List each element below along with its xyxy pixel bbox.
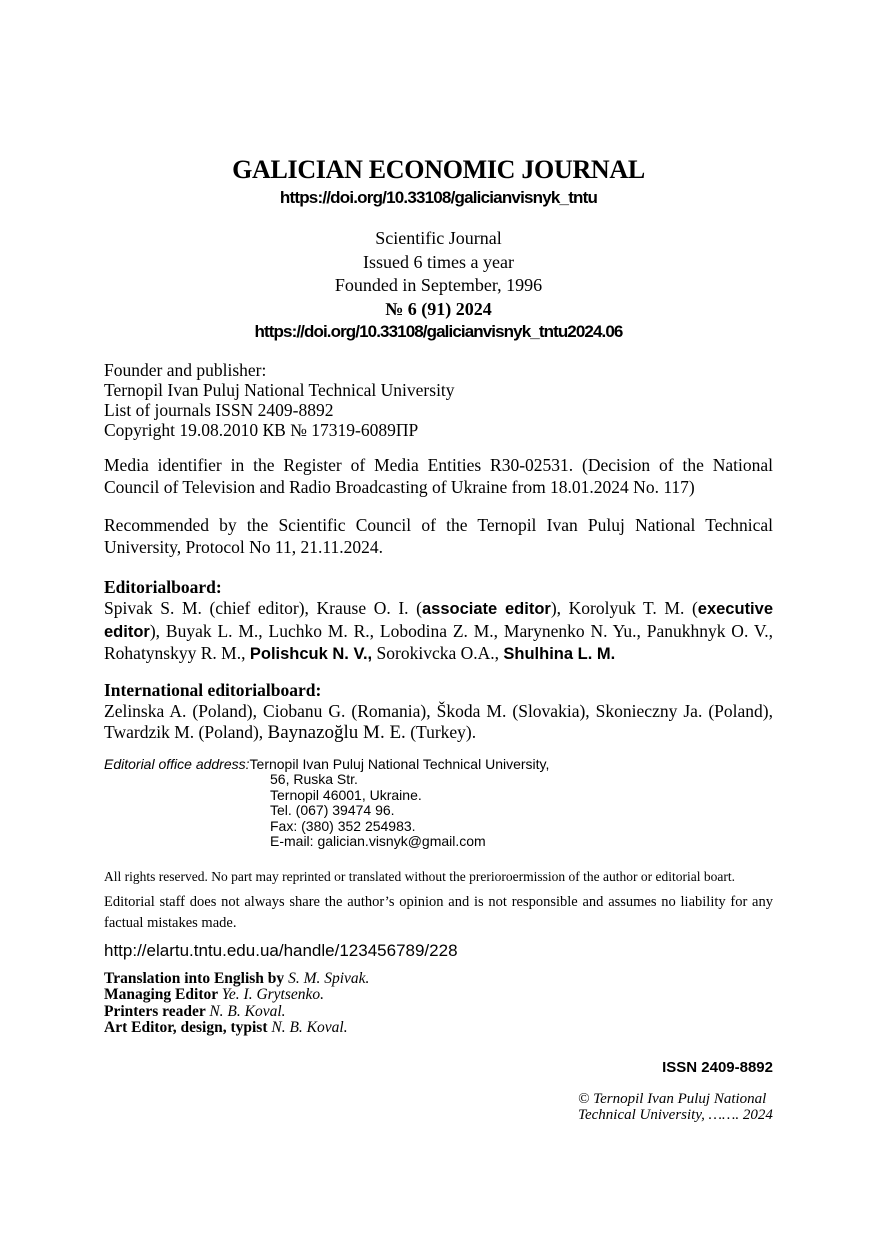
credit-line-managing-editor: [104, 987, 773, 1004]
publisher-line: Copyright 19.08.2010 КВ № 17319-6089ПР: [104, 420, 419, 440]
masthead-block: [104, 227, 773, 343]
intl-board-segment: (Turkey).: [405, 722, 477, 742]
subtitle-line: Founded in September, 1996: [334, 275, 543, 295]
editorial-office-address: [104, 757, 773, 850]
credit-label: Managing Editor: [104, 986, 222, 1003]
copyright-line: Technical University, ……. 2024: [578, 1107, 773, 1123]
address-email[interactable]: E-mail: galician.visnyk@gmail.com: [270, 833, 486, 849]
copyright-line: © Ternopil Ivan Puluj National: [578, 1090, 767, 1107]
editorial-board-list: [104, 598, 773, 666]
publisher-block: [104, 360, 773, 440]
intl-board-segment: Zelinska A. (Poland), Ciobanu G. (Romania), Škoda M. (Slovakia), Skonieczny Ja. (Poland), Twardzik M. (Poland),: [104, 700, 773, 742]
address-fax: Fax: (380) 352 254983.: [270, 817, 416, 834]
intl-board-segment-baynazoglu: Baynazoğlu M. E.: [267, 722, 406, 743]
address-first-line: [104, 757, 773, 773]
international-board-list: [104, 701, 773, 744]
board-segment: ), Korolyuk T. M. (: [550, 598, 698, 618]
publisher-line: List of journals ISSN 2409-8892: [104, 400, 334, 420]
credit-line-translation: [104, 971, 773, 988]
subtitle-line: Scientific Journal: [375, 228, 502, 248]
board-segment: Sorokivcka O.A.,: [372, 643, 504, 663]
rights-reserved-note: All rights reserved. No part may reprinted or translated without the prerioroermission of the author or editorial boart.: [104, 868, 735, 884]
recommendation-paragraph: Recommended by the Scientific Council of the Ternopil Ivan Puluj National Technical University, Protocol No 11, 21.11.2024.: [104, 515, 773, 557]
address-street: 56, Ruska Str.: [270, 771, 358, 787]
board-segment: ), Buyak L. M., Luchko M. R., Lobodina Z. M., Marynenko N. Yu., Panukhnyk O. V., Rohatynskyy R. M.,: [104, 620, 773, 663]
credit-name: N. B. Koval.: [209, 1002, 286, 1020]
credit-label: Printers reader: [104, 1002, 210, 1020]
address-university: Ternopil Ivan Puluj National Technical University,: [249, 755, 550, 772]
board-segment-associate-editor: associate editor: [421, 600, 551, 618]
issue-number: № 6 (91) 2024: [385, 298, 492, 319]
disclaimer-note: Editorial staff does not always share the author’s opinion and is not responsible and assumes no liability for any factual mistakes made.: [104, 893, 773, 931]
credits-block: [104, 971, 773, 1037]
board-segment-shulhina: Shulhina L. M.: [503, 645, 616, 663]
publisher-line: Founder and publisher:: [104, 360, 267, 380]
editorial-board-heading: Editorialboard:: [104, 577, 222, 597]
credit-name: S. M. Spivak.: [288, 969, 370, 987]
page-content: [104, 155, 773, 1124]
international-board-heading: International editorialboard:: [104, 679, 322, 700]
repository-handle-link[interactable]: http://elartu.tntu.edu.ua/handle/123456789/228: [104, 940, 458, 960]
address-city: Ternopil 46001, Ukraine.: [270, 786, 422, 803]
subtitle-line: Issued 6 times a year: [363, 251, 514, 272]
credit-line-printers-reader: [104, 1004, 773, 1021]
issue-doi-link[interactable]: https://doi.org/10.33108/galicianvisnyk_tntu2024.06: [254, 322, 623, 341]
address-telephone: Tel. (067) 39474 96.: [270, 802, 395, 818]
board-segment-polishcuk: Polishcuk N. V.,: [249, 645, 373, 663]
credit-line-art-editor: [104, 1020, 773, 1037]
journal-doi-link[interactable]: https://doi.org/10.33108/galicianvisnyk_tntu: [279, 188, 598, 207]
credit-name: Ye. I. Grytsenko.: [221, 986, 325, 1003]
journal-title: GALICIAN ECONOMIC JOURNAL: [232, 155, 645, 184]
credit-name: N. B. Koval.: [271, 1019, 348, 1036]
board-segment-executive-editor: executive editor: [104, 600, 773, 641]
credit-label: Art Editor, design, typist: [104, 1019, 272, 1036]
copyright-block: [578, 1091, 773, 1124]
publisher-line: Ternopil Ivan Puluj National Technical University: [104, 380, 455, 400]
media-identifier-paragraph: Media identifier in the Register of Media Entities R30-02531. (Decision of the National Council of Television and Radio Broadcasting of Ukraine from 18.01.2024 No. 117): [104, 455, 773, 497]
credit-label: Translation into English by: [104, 969, 289, 987]
board-segment: Spivak S. M. (chief editor), Krause O. I. (: [104, 598, 422, 618]
address-label: Editorial office address:: [104, 755, 250, 772]
issn-number: ISSN 2409-8892: [662, 1058, 773, 1076]
